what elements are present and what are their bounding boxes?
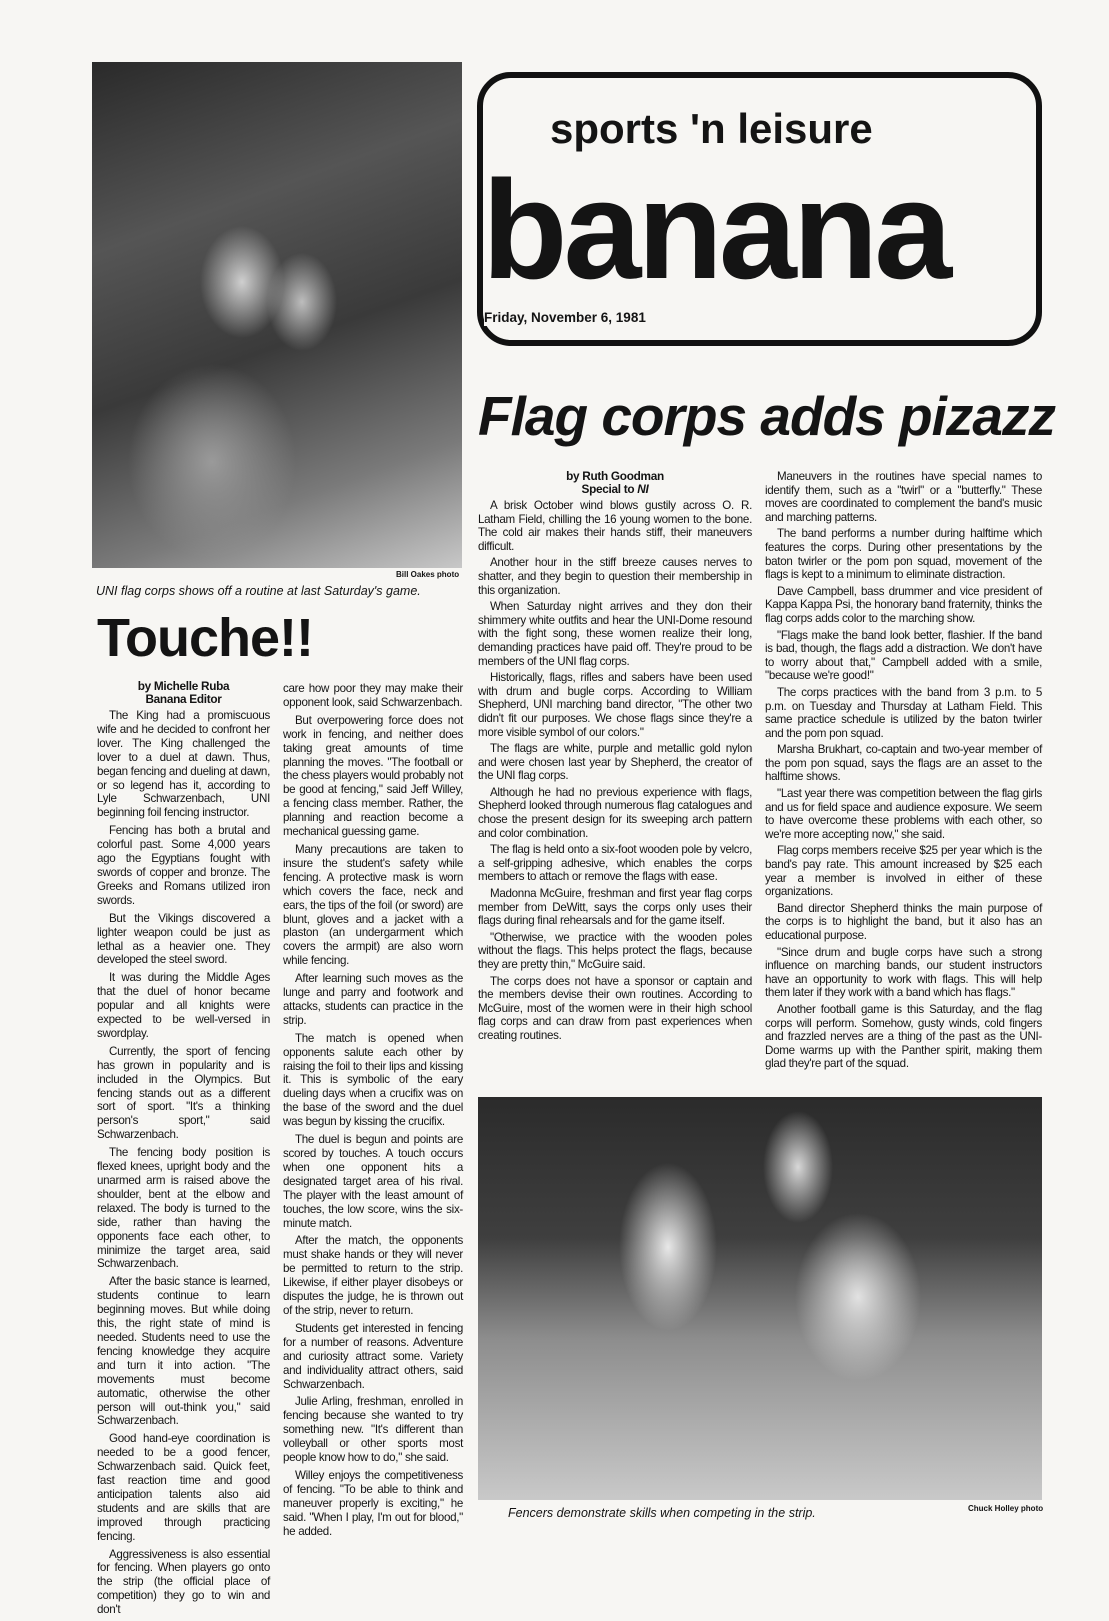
flag-story-byline bbox=[478, 470, 752, 496]
paragraph: care how poor they may make their opponent look, said Schwarzenbach. bbox=[283, 682, 463, 709]
paragraph: The corps does not have a sponsor or captain and the members devise their own routines. According to McGuire, most of the women were in their high school flag corps and can draw from past experiences when creating routines. bbox=[478, 974, 752, 1042]
paragraph: The band performs a number during halftime which features the corps. During other presentations by the baton twirler or the pom pon squad, movement of the flags is kept to a minimum to eliminate distraction. bbox=[765, 527, 1042, 582]
paragraph: Madonna McGuire, freshman and first year flag corps member from DeWitt, says the corps only uses their flags during final rehearsals and for the game itself. bbox=[478, 887, 752, 928]
paragraph: Many precautions are taken to insure the student's safety while fencing. A protective mask is worn which covers the face, neck and ears, the tips of the foil (or sword) are blunt, gloves and a jacket with a plaston (an undergarment which covers the armpit) are also worn while fencing. bbox=[283, 842, 463, 968]
byline-publication: NI bbox=[637, 482, 649, 496]
paragraph: After the basic stance is learned, students continue to learn beginning moves. But while doing this, the right state of mind is needed. Students need to use the fencing knowledge they acquire and turn it into action. "The movements must become automatic, otherwise the other person will out-think you," said Schwarzenbach. bbox=[97, 1275, 270, 1428]
paragraph: Students get interested in fencing for a number of reasons. Adventure and curiosity attract some. Variety and individuality attract others, said Schwarzenbach. bbox=[283, 1321, 463, 1391]
paragraph: "Otherwise, we practice with the wooden poles without the flags. This helps protect the flags, because they are pretty thin," McGuire said. bbox=[478, 930, 752, 971]
bottom-photo-credit: Chuck Holley photo bbox=[968, 1504, 1044, 1513]
touche-story-headline: Touche!! bbox=[97, 608, 313, 668]
paragraph: Julie Arling, freshman, enrolled in fencing because she wanted to try something new. "It's different than volleyball or other sports most people know how to do," she said. bbox=[283, 1395, 463, 1465]
byline-author: by Michelle Ruba bbox=[137, 679, 230, 693]
paragraph: Aggressiveness is also essential for fencing. When players go onto the strip (the official place of competition) they go to win and don't bbox=[97, 1547, 270, 1617]
paragraph: The match is opened when opponents salute each other by raising the foil to their lips and kissing it. This is symbolic of the eary dueling days when a crucifix was on the base of the sword and the duel was begun by kissing the crucifix. bbox=[283, 1031, 463, 1129]
paragraph: The fencing body position is flexed knees, upright body and the unarmed arm is raised above the shoulder, bent at the elbow and relaxed. The body is turned to the side, rather than having the opponents face each other, to minimize the target area, said Schwarzenbach. bbox=[97, 1146, 270, 1271]
paragraph: The corps practices with the band from 3 p.m. to 5 p.m. on Tuesday and Thursday at Latham Field. This same practice schedule is utilized by the baton twirler and the pom pon squad. bbox=[765, 685, 1042, 740]
top-photo-credit: Bill Oakes photo bbox=[396, 570, 460, 579]
flag-story-column-1 bbox=[478, 470, 752, 1046]
issue-date: Friday, November 6, 1981 bbox=[484, 310, 654, 326]
paragraph: Although he had no previous experience with flags, Shepherd looked through numerous flag catalogues and chose the present design for its sweeping arch pattern and color combination. bbox=[478, 785, 752, 840]
paragraph: The duel is begun and points are scored by touches. A touch occurs when one opponent hits a designated target area of his rival. The player with the least amount of touches, the low score, wins the six-minute match. bbox=[283, 1133, 463, 1230]
paragraph: "Since drum and bugle corps have such a strong influence on marching bands, our student instructors have an opportunity to work with flags. This will help them later if they work with a band which has flags." bbox=[765, 945, 1042, 1000]
touche-story-byline bbox=[97, 680, 270, 706]
paragraph: "Flags make the band look better, flashier. If the band is bad, though, the flags add a distraction. We don't have to worry about that," Campbell added with a smile, "because we're good!" bbox=[765, 628, 1042, 683]
paragraph: When Saturday night arrives and they don their shimmery white outfits and hear the UNI-Dome resound with the fight song, these women realize their long, demanding practices have paid off. They're proud to be members of the UNI flag corps. bbox=[478, 600, 752, 668]
paragraph: The flags are white, purple and metallic gold nylon and were chosen last year by Shepherd, the creator of the UNI flag corps. bbox=[478, 742, 752, 783]
paragraph: After learning such moves as the lunge and parry and footwork and attacks, students can practice in the strip. bbox=[283, 972, 463, 1027]
paragraph: Another football game is this Saturday, and the flag corps will perform. Somehow, gusty winds, cold fingers and frazzled nerves are a thing of the past as the UNI-Dome warms up with the Panther spirit, making them glad they're part of the squad. bbox=[765, 1002, 1042, 1071]
paragraph: Another hour in the stiff breeze causes nerves to shatter, and they begin to question their membership in this organization. bbox=[478, 556, 752, 597]
paragraph: But overpowering force does not work in fencing, and neither does taking great amounts of time planning the moves. "The football or the chess players would probably not be good at fencing," said Jeff Willey, a fencing class member. Rather, the planning and reaction become a mechanical guessing game. bbox=[283, 713, 463, 839]
paragraph: The King had a promiscuous wife and he decided to confront her lover. The King challenged the lover to a duel at dawn. Thus, began fencing and dueling at dawn, or so legend has it, according to Lyle Schwarzenbach, UNI beginning foil fencing instructor. bbox=[97, 709, 270, 820]
paragraph: The flag is held onto a six-foot wooden pole by velcro, a self-gripping adhesive, which enables the corps members to attach or remove the flags with ease. bbox=[478, 843, 752, 884]
byline-role-prefix: Special to bbox=[581, 482, 638, 496]
paragraph: After the match, the opponents must shake hands or they will never be permitted to return to the strip. Likewise, if either player disobeys or disputes the judge, he is thrown out of the strip, never to return. bbox=[283, 1234, 463, 1317]
flag-story-headline: Flag corps adds pizazz bbox=[478, 385, 1056, 447]
paragraph: "Last year there was competition between the flag girls and us for field space and audience exposure. We seem to have overcome these problems with each other, so we're more accepting now," she said. bbox=[765, 787, 1042, 841]
masthead-logo: banana bbox=[482, 151, 949, 308]
byline-role bbox=[478, 483, 752, 496]
touche-story-column-1 bbox=[97, 680, 270, 1621]
paragraph: Dave Campbell, bass drummer and vice president of Kappa Kappa Psi, the honorary band fraternity, thinks the flag corps adds color to the marching show. bbox=[765, 584, 1042, 625]
paragraph: Historically, flags, rifles and sabers have been used with drum and bugle corps. According to William Shepherd, UNI marching band director, "The other two didn't fit our purposes. We chose flags since they're a more visible symbol of our colors." bbox=[478, 671, 752, 739]
flag-story-column-2 bbox=[765, 470, 1042, 1074]
paragraph: Willey enjoys the competitiveness of fencing. "To be able to think and maneuver properly is exciting," he said. "When I play, I'm out for blood," he added. bbox=[283, 1468, 463, 1538]
top-photo-caption: UNI flag corps shows off a routine at last Saturday's game. bbox=[96, 584, 421, 598]
paragraph: A brisk October wind blows gustily across O. R. Latham Field, chilling the 16 young women to the bone. The cold air makes their hands stiff, their maneuvers difficult. bbox=[478, 499, 752, 553]
paragraph: Currently, the sport of fencing has grown in popularity and is included in the Olympics. But fencing stands out as a different sort of sport. "It's a thinking person's sport," said Schwarzenbach. bbox=[97, 1044, 270, 1142]
paragraph: Band director Shepherd thinks the main purpose of the corps is to highlight the band, but it also has an educational purpose. bbox=[765, 901, 1042, 942]
byline-role: Banana Editor bbox=[145, 692, 222, 706]
flag-corps-photo bbox=[92, 62, 462, 568]
masthead-section: sports 'n leisure bbox=[550, 105, 873, 152]
touche-story-column-2 bbox=[283, 682, 463, 1542]
paragraph: Fencing has both a brutal and colorful past. Some 4,000 years ago the Egyptians fought with swords of copper and bronze. The Greeks and Romans utilized iron swords. bbox=[97, 824, 270, 907]
paragraph: But the Vikings discovered a lighter weapon could be just as lethal as a heavier one. They developed the steel sword. bbox=[97, 911, 270, 967]
paragraph: It was during the Middle Ages that the duel of honor became popular and all knights were expected to be well-versed in swordplay. bbox=[97, 971, 270, 1040]
fencers-photo bbox=[478, 1097, 1042, 1500]
byline-author: by Ruth Goodman bbox=[566, 469, 664, 483]
paragraph: Maneuvers in the routines have special names to identify them, such as a "twirl" or a "butterfly." These moves are coordinated to complement the band's music and marching patterns. bbox=[765, 470, 1042, 524]
bottom-photo-caption: Fencers demonstrate skills when competing in the strip. bbox=[508, 1506, 816, 1520]
paragraph: Flag corps members receive $25 per year which is the band's pay rate. This amount increased by $25 each year a member is involved in either of these organizations. bbox=[765, 844, 1042, 899]
paragraph: Marsha Brukhart, co-captain and two-year member of the pom pon squad, says the flags are an asset to the halftime shows. bbox=[765, 743, 1042, 784]
paragraph: Good hand-eye coordination is needed to be a good fencer, Schwarzenbach said. Quick feet, fast reaction time and good anticipation talents also aid students and are skills that are improved through practicing fencing. bbox=[97, 1432, 270, 1543]
